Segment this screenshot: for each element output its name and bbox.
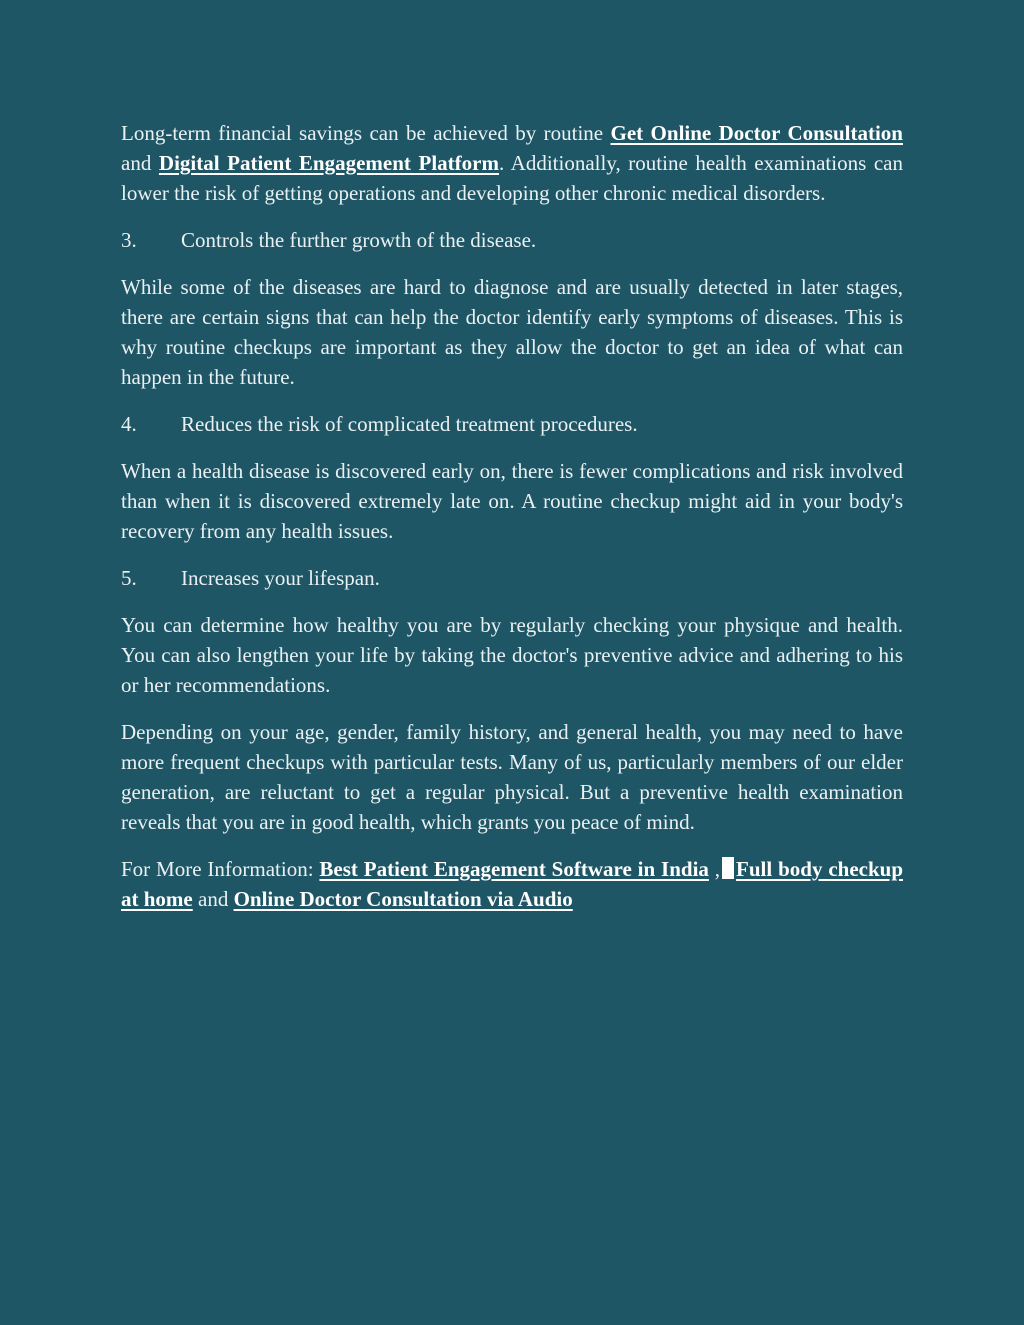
- list-item-3-number: 3.: [121, 228, 137, 252]
- paragraph-savings: [121, 118, 903, 208]
- list-item-4-text: Reduces the risk of complicated treatment procedures.: [181, 412, 638, 436]
- paragraph-more-info: [121, 854, 903, 914]
- link-online-doctor-consultation-via-audio[interactable]: Online Doctor Consultation via Audio: [233, 887, 573, 911]
- list-item-5-number: 5.: [121, 566, 137, 590]
- paragraph-early-discovery: When a health disease is discovered early on, there is fewer complications and risk involved than when it is discovered extremely late on. A routine checkup might aid in your body's recovery from any health issues.: [121, 459, 903, 543]
- list-item-4: [121, 409, 903, 439]
- paragraph-checkups: Depending on your age, gender, family history, and general health, you may need to have more frequent checkups with particular tests. Many of us, particularly members of our elder generation, are reluctant to get a regular physical. But a preventive health examination reveals that you are in good health, which grants you peace of mind.: [121, 720, 903, 834]
- paragraph-lifespan: You can determine how healthy you are by regularly checking your physique and health. You can also lengthen your life by taking the doctor's preventive advice and adhering to his or her recommendations.: [121, 613, 903, 697]
- list-item-5: [121, 563, 903, 593]
- link-get-online-doctor-consultation[interactable]: Get Online Doctor Consultation: [610, 121, 903, 145]
- link-digital-patient-engagement-platform[interactable]: Digital Patient Engagement Platform: [158, 151, 499, 175]
- paragraph-diagnosis: While some of the diseases are hard to diagnose and are usually detected in later stages, there are certain signs that can help the doctor identify early symptoms of diseases. This is why routine checkups are important as they allow the doctor to get an idea of what can happen in the future.: [121, 275, 903, 389]
- cursor-block-icon: [722, 857, 734, 879]
- more-info-label: For More Information:: [121, 857, 320, 881]
- paragraph-savings-text-c: . Additionally, routine health examinations can lower the risk of getting operations and developing other chronic medical disorders.: [121, 151, 903, 205]
- more-info-separator-1: ,: [708, 857, 721, 881]
- list-item-4-number: 4.: [121, 412, 137, 436]
- link-best-patient-engagement-software[interactable]: Best Patient Engagement Software in India: [319, 857, 709, 881]
- list-item-3: [121, 225, 903, 255]
- more-info-separator-2: and: [192, 887, 234, 911]
- link-full-body-checkup-at-home[interactable]: Full body checkup at home: [121, 857, 903, 911]
- paragraph-savings-text-a: Long-term financial savings can be achieved by routine: [121, 121, 611, 145]
- list-item-3-text: Controls the further growth of the disease.: [181, 228, 537, 252]
- paragraph-savings-text-b: and: [121, 151, 159, 175]
- document-body: [121, 118, 903, 931]
- list-item-5-text: Increases your lifespan.: [181, 566, 380, 590]
